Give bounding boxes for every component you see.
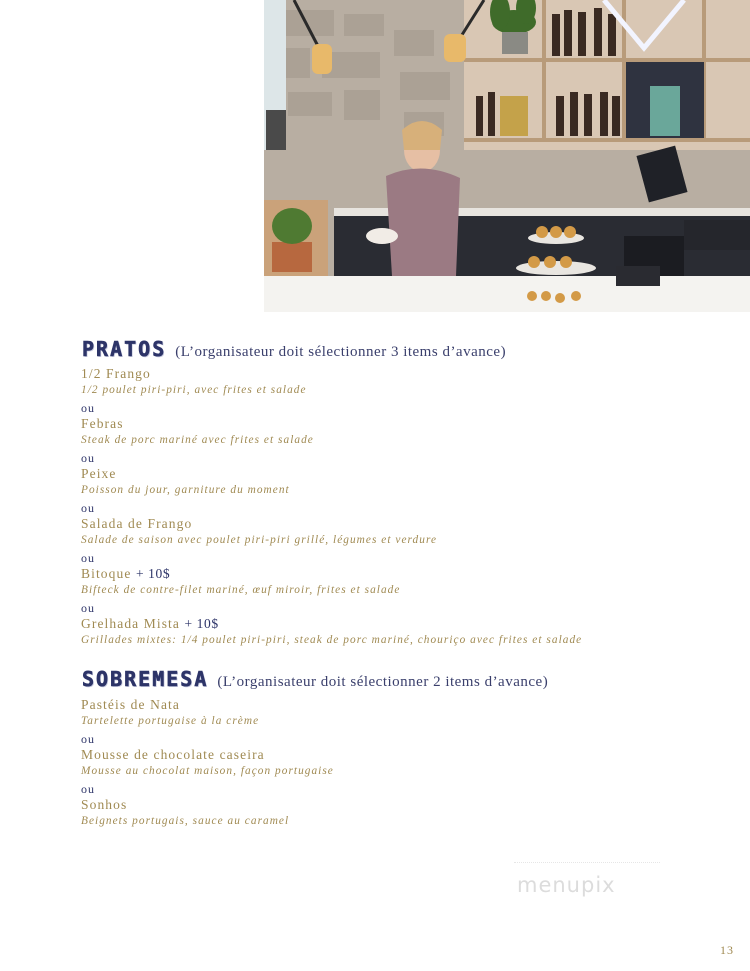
or-separator: ou: [81, 550, 95, 565]
menu-item-name: Grelhada Mista + 10$: [81, 616, 219, 631]
or-separator: ou: [81, 731, 95, 746]
menu-item-name: Febras: [81, 416, 124, 431]
menu-item-name: Peixe: [81, 466, 117, 481]
menu-item-description: Poisson du jour, garniture du moment: [81, 484, 290, 496]
pratos-note: (L’organisateur doit sélectionner 3 items d’avance): [175, 344, 507, 360]
menu-item-name: Pastéis de Nata: [81, 697, 180, 712]
menu-item-price: + 10$: [135, 566, 171, 581]
menu-item-price: + 10$: [184, 616, 219, 631]
menu-item-description: Steak de porc mariné avec frites et salade: [81, 434, 314, 446]
pratos-heading: [82, 337, 506, 361]
menu-item-name: 1/2 Frango: [81, 366, 151, 381]
menu-item-description: Mousse au chocolat maison, façon portugaise: [81, 765, 334, 777]
menupix-watermark: menupix: [517, 873, 616, 897]
or-separator: ou: [81, 500, 95, 515]
menu-item-name: Bitoque + 10$: [81, 566, 171, 581]
menu-item-description: 1/2 poulet piri-piri, avec frites et salade: [81, 384, 307, 396]
or-separator: ou: [81, 781, 95, 796]
pratos-title: PRATOS: [82, 337, 167, 361]
menu-item-name: Mousse de chocolate caseira: [81, 747, 265, 762]
menu-item-description: Grillades mixtes: 1/4 poulet piri-piri, steak de porc mariné, chouriço avec frites et salade: [81, 634, 583, 646]
menu-item-description: Tartelette portugaise à la crème: [81, 715, 260, 727]
restaurant-bar-photo-icon: [264, 0, 750, 312]
menu-item-description: Bifteck de contre-filet mariné, œuf miroir, frites et salade: [81, 584, 401, 596]
menu-item-name: Salada de Frango: [81, 516, 193, 531]
sobremesa-title: SOBREMESA: [82, 667, 209, 691]
menu-item-description: Beignets portugais, sauce au caramel: [81, 815, 290, 827]
sobremesa-heading: [82, 667, 548, 691]
or-separator: ou: [81, 450, 95, 465]
watermark-rule: [514, 862, 660, 863]
sobremesa-list: [81, 697, 701, 831]
sobremesa-note: (L’organisateur doit sélectionner 2 items d’avance): [217, 674, 549, 690]
menu-item-description: Salade de saison avec poulet piri-piri grillé, légumes et verdure: [81, 534, 438, 546]
restaurant-bar-photo: [264, 0, 750, 312]
pratos-list: [81, 366, 701, 650]
page-number: 13: [720, 943, 734, 957]
or-separator: ou: [81, 400, 95, 415]
or-separator: ou: [81, 600, 95, 615]
menu-item-name: Sonhos: [81, 797, 128, 812]
